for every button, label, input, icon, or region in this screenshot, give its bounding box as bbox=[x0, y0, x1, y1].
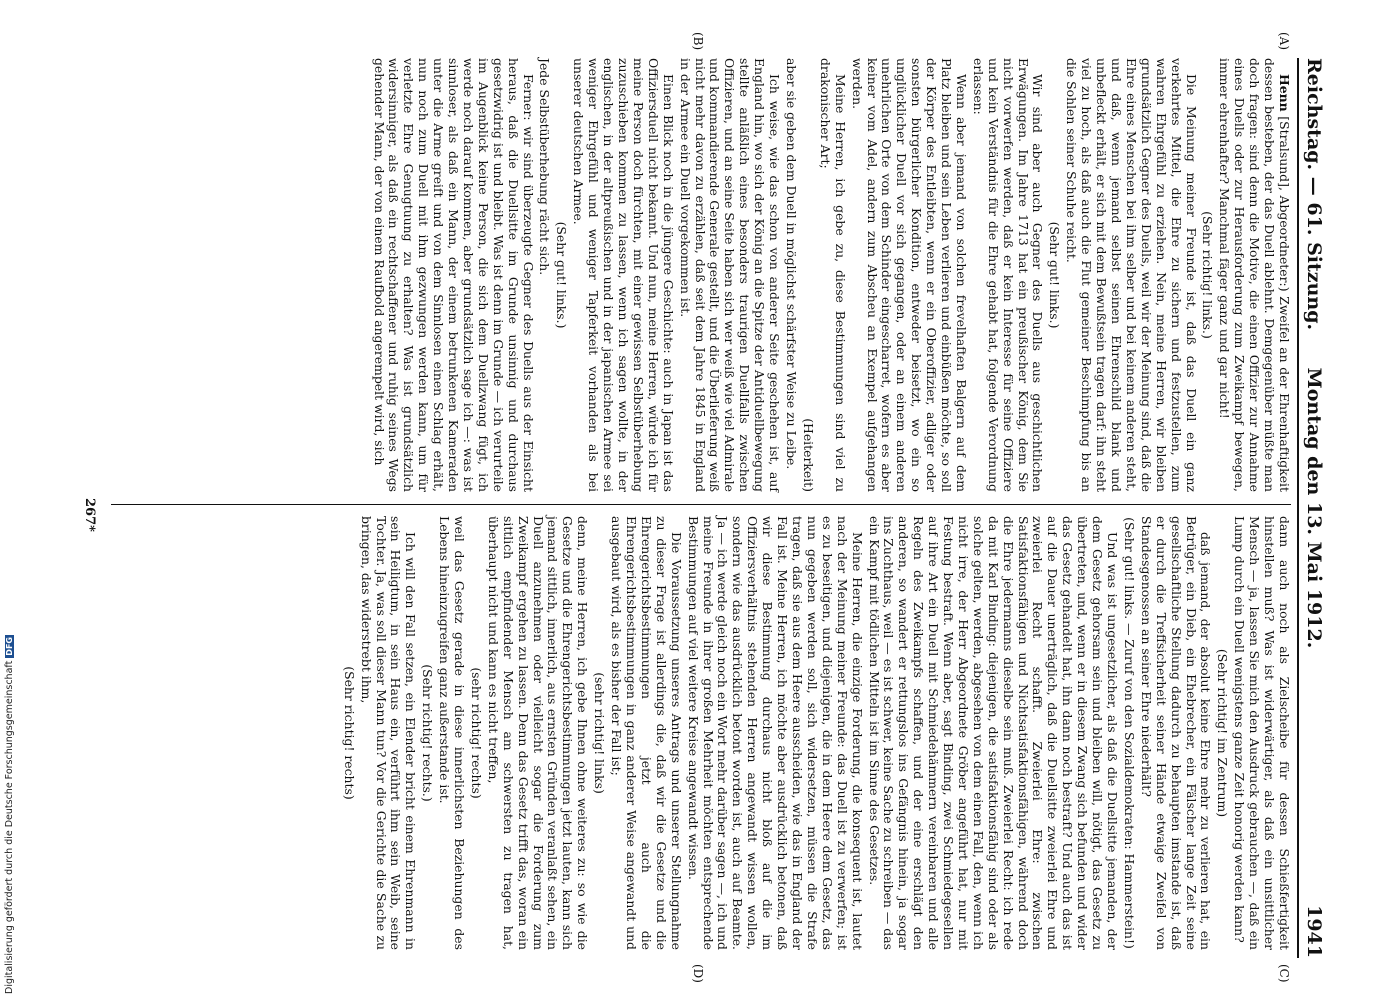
paragraph-text: Die Voraussetzung unseres Antrags und unserer Stellungnahme zu dieser Frage ist allerdings die, daß wir die Gesetze und die Ehrengerichtsbestimmungen jetzt auch die Ehrengerichtsbestimmungen in ganz anderer Weise angewandt und ausgebaut wird, als es bisher der Fall ist; bbox=[609, 516, 684, 950]
paragraph bbox=[849, 58, 968, 492]
paragraph-text: Ich weise, wie das schon von anderer Seite geschehen ist, auf England hin, wo sich der König an die Spitze der Antiduellbewegung stellte anläßlich eines besonders traurigen Duellfalls zwischen Offizieren, und an seine Seite haben sich wer weiß wie viel Admirale und kommandierende Generale gestellt, und die Überlieferung weiß nicht mehr davon zu erzählen, daß seit dem Jahre 1845 in England in der Armee ein Duell vorgekommen ist. bbox=[677, 58, 783, 492]
interjection bbox=[800, 58, 815, 492]
paragraph bbox=[677, 58, 781, 492]
margin-marker-c: (C) bbox=[1277, 964, 1291, 983]
paragraph-text: Und was ist ungesetzlicher, als daß die Duellsitte jemanden, der dem Gesetz gehorsam sein und bleiben will, nötigt, das Gesetz zu übertreten, und, wenn er in diesem Zwang sich befunden und wider das Gesetz gehandelt hat, ihn dann noch bestraft? Und auch das ist auf die Dauer unerträglich, daß die Duellsitte zweierlei Ehre und zweierlei Recht schafft. Zweierlei Ehre: zwischen Satisfaktionsfähigen und Nichtsatisfaktionsfähigen, während doch die Ehre jedermanns dieselbe sein muß. Zweierlei Recht: ich rede da mit Karl Binding: diejenigen, die satisfaktionsfähig sind oder als solche gelten, werden, abgesehen von dem einen Fall, den, wenn ich nicht irre, der Herr Abgeordnete Gröber angeführt hat, nur mit Festung bestraft. Wenn aber, sagt Binding, zwei Schmiedegesellen auf ihre Art ein Duell mit Schmiedehämmern vereinbaren und alle Regeln des Zweikampfs schaffen, und der eine erschlägt den anderen, so wandert er rettungslos ins Gefängnis hinein, ja sogar ins Zuchthaus, weil — es ist schwer, keine Sache zu schreiben — das ein Kampf mit tödlichen Mitteln ist im Sinne des Gesetzes. bbox=[866, 516, 1121, 950]
paragraph bbox=[817, 58, 847, 492]
paragraph bbox=[1063, 58, 1197, 492]
interjection bbox=[1047, 58, 1062, 492]
paragraph-text: (sehr richtig! rechts) bbox=[468, 667, 484, 799]
paragraph-text: Ich will den Fall setzen, ein Elender bricht einem Ehrenmann in sein Heiligtum, in sein Haus ein, verführt ihm sein Weib, seine Tochter. Ja, was soll dieser Mann tun? Vor die Gerichte die Sache zu bringen, das widerstrebt ihm, bbox=[358, 516, 419, 950]
paragraph-text: [Stralsund], Abgeordneter:) Zweifel an der Ehrenhaftigkeit dessen besteben, der das Duell ablehnt. Demgegenüber müßte man doch fragen: sind denn die Motive, die einen Offizier zur Annahme eines Duells oder zur Herausforderung zum Zweikampf bewegen, immer ehrenhafter? Manchmal fäger ganz und gar nicht! bbox=[1217, 58, 1292, 492]
paragraph bbox=[685, 516, 864, 950]
paragraph-text: dann auch noch als Zielscheibe für dessen Schießfertigkeit hinstellen muß? Was ist widerwärtiger, als daß ein unsittlicher Mensch — ja, lassen Sie mich den Ausdruck gebrauchen —, daß ein Lump durch ein Duell wenigstens ganze Zeit honorig werden kann? bbox=[1232, 516, 1292, 950]
paragraph-text: Die Meinung meiner Freunde ist, daß das Duell ein ganz verkehrtes Mittel, die Ehre zu sichern und festzustellen, zum wahren Ehrgefühl zu erziehen. Nein, meine Herren, wir bleiben grundsätzlich Gegner des Duells, weil wir der Meinung sind, daß die Ehre eines Menschen bei ihm selber und bei keinem anderen steht, und daß, wenn jemand selbst seinen Ehrenschild blank und unbefleckt erhält, er sich mit dem Bewußtsein tragen darf: ihn steht viel zu hoch, als daß auch die Flut gemeiner Beschimpfung bis an die Sohlen seiner Schuhe reicht. bbox=[1064, 58, 1199, 492]
speaker-name: Henn bbox=[1277, 74, 1292, 112]
paragraph bbox=[537, 58, 552, 492]
paragraph-text: denn, meine Herren, ich gebe Ihnen ohne weiteres zu: so wie die Gesetze und die Ehrengerichtsbestimmungen jetzt lauten, kann sich jemand sittlich, innerlich, aus ernsten Gründen veranlaßt sehen, ein Duell anzunehmen oder vielleicht sogar die Forderung zum Zweikampf ergehen zu lassen. Denn das Gesetz trifft das, woran ein sittlich empfindender Mensch am schwersten zu tragen hat, überhaupt nicht und kann es nicht treffen, bbox=[485, 516, 591, 950]
paragraph-text: Jede Selbstüberhebung rächt sich. bbox=[537, 58, 553, 276]
paragraph bbox=[970, 58, 1045, 492]
digitization-credit bbox=[4, 635, 15, 994]
running-head-date: Montag den 13. Mai 1912. bbox=[1303, 367, 1325, 649]
column-rule bbox=[111, 504, 1291, 505]
running-head bbox=[1303, 58, 1325, 958]
interjection bbox=[419, 516, 434, 950]
interjection bbox=[1200, 58, 1215, 492]
paragraph bbox=[608, 516, 683, 950]
page-number: 267* bbox=[82, 498, 97, 532]
left-column bbox=[369, 58, 1291, 492]
margin-marker-b: (B) bbox=[691, 32, 705, 51]
paragraph-text: aber sie geben dem Duell in möglichst schärfster Weise zu Leibe. bbox=[784, 58, 799, 470]
paragraph-text: (Sehr gut! links.) bbox=[1047, 221, 1063, 329]
paragraph-text: Meine Herren, ich gebe zu, diese Bestimmungen sind viel zu drakonischer Art; bbox=[817, 58, 848, 492]
paragraph-text: (Sehr richtig! links.) bbox=[1200, 211, 1216, 339]
paragraph-text: (Sehr richtig! rechts) bbox=[341, 666, 357, 800]
paragraph bbox=[1216, 58, 1291, 492]
paragraph-text: Wir sind aber auch Gegner des Duells aus geschichtlichen Erwägungen. Im Jahre 1713 hat ein preußischer König, dem Sie nicht vorwerfen werden, daß er kein Interesse für seine Offiziere und kein Verständnis für die Ehre gehabt hat, folgende Verordnung erlassen: bbox=[970, 58, 1046, 492]
paragraph-text: (Heiterkeit) bbox=[800, 418, 816, 492]
paragraph-text: Meine Herren, die einzige Forderung, die konsequent ist, lautet nach der Meinung meiner Freunde: das Duell ist zu verwerfen; ist es zu beseitigen, und diejenigen, die in dem Heere dem Gesetz, das nun gegeben werden soll, sich widersetzen, müssen die Strafe tragen, daß sie aus dem Heere ausscheiden, wie das in England der Fall ist. Meine Herren, ich möchte aber ausdrücklich betonen, daß wir diese Bestimmung durchaus nicht bloß auf die im Offiziersverhältnis stehenden Herren angewandt wissen wollen, sondern wie das ausdrücklich betont worden ist, auch auf Beamte. Ja — ich werde gleich noch ein Wort mehr darüber sagen —, ich und meine Freunde in ihrer großen Mehrheit möchten entsprechende Bestimmungen auf viel weitere Kreise angewandt wissen. bbox=[685, 516, 865, 950]
paragraph bbox=[485, 516, 589, 950]
paragraph bbox=[436, 516, 466, 950]
interjection bbox=[554, 58, 569, 492]
interjection bbox=[591, 516, 606, 950]
margin-marker-d: (D) bbox=[691, 964, 705, 983]
paragraph-text: weil das Gesetz gerade in diese innerlichsten Beziehungen des Lebens hineinzugreifen ganz außerstande ist. bbox=[437, 516, 468, 950]
paragraph-text: (Sehr gut! links. — Zuruf von den Sozialdemokraten: Hammerstein!) bbox=[1121, 517, 1137, 949]
interjection bbox=[1121, 516, 1136, 950]
paragraph-text: daß jemand, der absolut keine Ehre mehr zu verlieren hat, ein Betrüger, ein Dieb, ein Ehebrecher, ein Fälscher lange Zeit seine gesellschaftliche Stellung dadurch zu behaupten imstande ist, daß er durch die Treffsicherheit seiner Hände etwaige Zweifel von Standesgenossen an seiner Ehre niederhält? bbox=[1138, 516, 1214, 950]
paragraph-text: (sehr richtig! links) bbox=[592, 672, 608, 794]
credit-text: Digitalisierung gefördert durch die Deutsche Forschungsgemeinschaft bbox=[4, 660, 15, 994]
right-column bbox=[339, 516, 1291, 950]
paragraph bbox=[1138, 516, 1213, 950]
paragraph-text: (Sehr richtig! rechts.) bbox=[420, 664, 436, 802]
interjection bbox=[468, 516, 483, 950]
paragraph-text: (Sehr richtig! im Zentrum) bbox=[1215, 648, 1231, 818]
page-folio: 1941 bbox=[1303, 905, 1325, 958]
paragraph bbox=[783, 58, 798, 492]
paragraph bbox=[570, 58, 674, 492]
paragraph-text: (Sehr gut! links.) bbox=[554, 221, 570, 329]
running-head-left: Reichstag. — 61. Sitzung. bbox=[1303, 58, 1325, 331]
interjection bbox=[1214, 516, 1229, 950]
interjection bbox=[341, 516, 356, 950]
paragraph-text: Wenn aber jemand von solchen frevelhaften Balgern auf dem Platz bleiben und sein Leben verlieren und einbüßen möchte, so soll der Körper des Entleibten, wenn er ein Oberoffizier, adliger oder sonsten bürgerlicher Kondition, entweder beisetzt, wo ein so unglücklicher Duell vor sich gegangen, oder an einem anderen unehrlichen Orte von dem Schinder eingescharret, wofern es aber keiner vom Adel, andern zum Abscheu an Exempel aufgehangen werden. bbox=[849, 58, 969, 492]
rotated-page bbox=[25, 32, 1325, 983]
paragraph bbox=[866, 516, 1119, 950]
paragraph bbox=[358, 516, 418, 950]
paragraph bbox=[1231, 516, 1291, 950]
header-rule bbox=[1297, 58, 1299, 958]
margin-marker-a: (A) bbox=[1277, 32, 1291, 51]
paragraph bbox=[371, 58, 535, 492]
paragraph-text: Ferner: wir sind überzeugte Gegner des Duells aus der Einsicht heraus, daß die Duellsitte im Grunde unsinnig und durchaus gesetzwidrig ist und bleibt. Was ist denn im Grunde — ich verurteile im Augenblick keine Person, die sich dem Duellzwang fügt, ich werde noch darauf kommen, aber grundsätzlich sage ich —: was ist sinnloser, als daß ein Mann, der einem betrunkenen Kameraden unter die Arme greift und von dem Sinnlosen einen Schlag erhält, nun noch zum Duell mit ihm gezwungen werden kann, um für verletzte Ehre Genugtuung zu erhalten? Was ist grundsätzlich widersinniger, als daß ein rechtschaffener und ruhig seines Wegs gehender Mann, der von einem Raufbold angerempelt wird, sich bbox=[371, 58, 536, 492]
paragraph-text: Einen Blick noch in die jüngere Geschichte: auch in Japan ist das Offiziersduell nicht bekannt. Und nun, meine Herren, würde ich für meine Person doch fürchten, mit einer gewissen Selbstüberhebung zuzuschieben kommen zu lassen, wenn ich sagen wollte, in der englischen, in der altpreußischen und in der japanischen Armee sei weniger Ehrgefühl und weniger Tapferkeit vorhanden als bei unserer deutschen Armee. bbox=[571, 58, 676, 492]
dfg-logo: DFG bbox=[5, 637, 14, 656]
